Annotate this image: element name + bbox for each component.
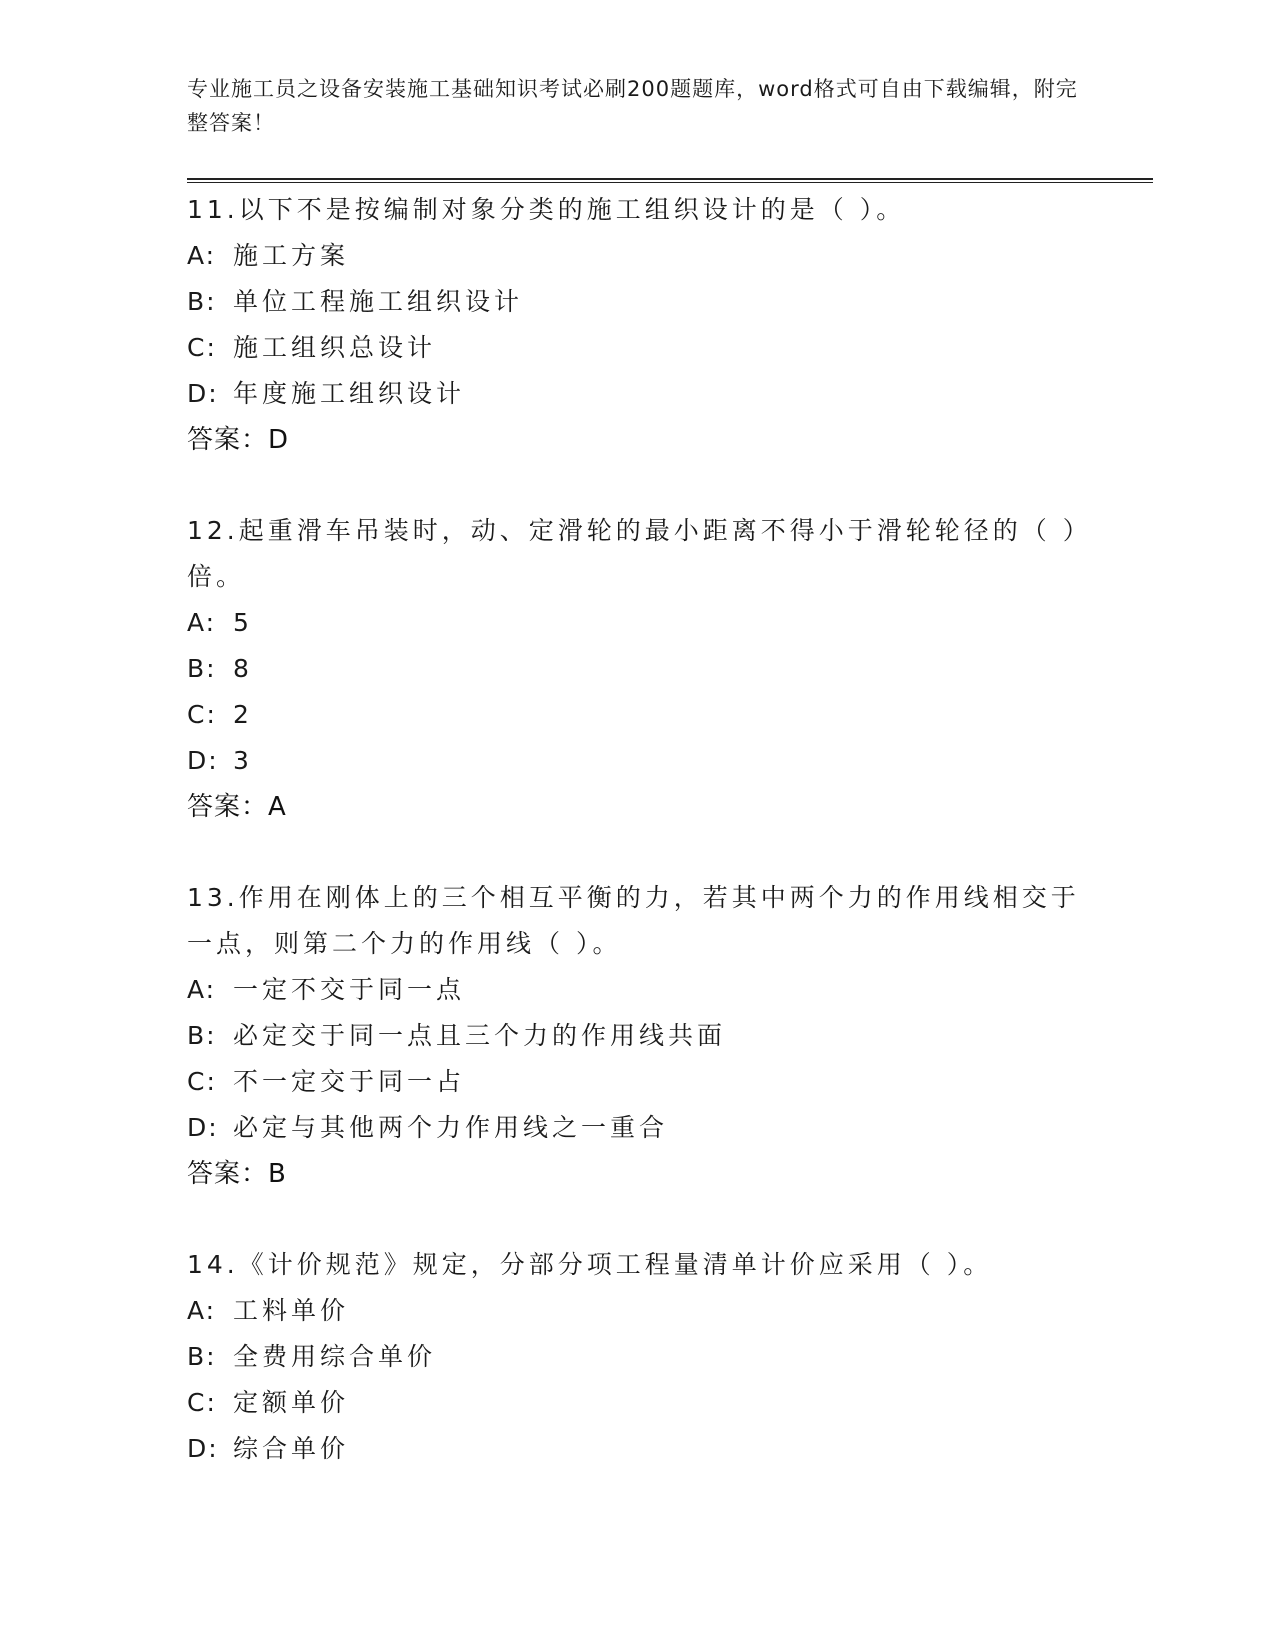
option-c <box>187 1059 1107 1105</box>
option-letter: A: <box>187 608 217 637</box>
option-text: 全费用综合单价 <box>233 1342 437 1371</box>
option-text: 3 <box>233 746 253 775</box>
option-letter: A: <box>187 975 217 1004</box>
option-text: 不一定交于同一占 <box>233 1067 466 1096</box>
option-d <box>187 1105 1107 1151</box>
option-text: 工料单价 <box>233 1296 350 1325</box>
question-12 <box>187 508 1107 830</box>
option-c <box>187 325 1107 371</box>
option-d <box>187 738 1107 784</box>
option-text: 8 <box>233 654 253 683</box>
question-stem: 14.《计价规范》规定，分部分项工程量清单计价应采用（ ）。 <box>187 1250 993 1279</box>
option-text: 施工组织总设计 <box>233 333 437 362</box>
option-a <box>187 1288 1107 1334</box>
option-text: 定额单价 <box>233 1388 350 1417</box>
question-stem: 12.起重滑车吊装时，动、定滑轮的最小距离不得小于滑轮轮径的（ ）倍。 <box>187 516 1092 591</box>
header-divider-thin <box>187 182 1153 183</box>
option-letter: A: <box>187 241 217 270</box>
option-letter: C: <box>187 1388 217 1417</box>
option-text: 2 <box>233 700 253 729</box>
option-text: 必定与其他两个力作用线之一重合 <box>233 1113 669 1142</box>
option-text: 必定交于同一点且三个力的作用线共面 <box>233 1021 727 1050</box>
header-divider-thick <box>187 178 1153 180</box>
question-list <box>187 187 1107 1517</box>
option-letter: C: <box>187 700 217 729</box>
answer-line: 答案：A <box>187 792 287 822</box>
option-c <box>187 692 1107 738</box>
option-text: 5 <box>233 608 253 637</box>
answer-line: 答案：D <box>187 425 290 455</box>
option-letter: B: <box>187 287 217 316</box>
option-letter: D: <box>187 1113 219 1142</box>
option-letter: D: <box>187 1434 219 1463</box>
option-letter: C: <box>187 1067 217 1096</box>
option-d <box>187 371 1107 417</box>
option-letter: C: <box>187 333 217 362</box>
option-letter: B: <box>187 654 217 683</box>
option-letter: B: <box>187 1342 217 1371</box>
option-b <box>187 646 1107 692</box>
document-header: 专业施工员之设备安装施工基础知识考试必刷200题题库，word格式可自由下载编辑，附完整答案！ <box>187 77 1078 135</box>
option-a <box>187 967 1107 1013</box>
option-a <box>187 600 1107 646</box>
option-d <box>187 1426 1107 1472</box>
option-a <box>187 233 1107 279</box>
option-letter: B: <box>187 1021 217 1050</box>
option-b <box>187 279 1107 325</box>
question-stem: 13.作用在刚体上的三个相互平衡的力，若其中两个力的作用线相交于一点，则第二个力的作用线（ ）。 <box>187 883 1080 958</box>
question-stem: 11.以下不是按编制对象分类的施工组织设计的是（ ）。 <box>187 195 906 224</box>
option-b <box>187 1013 1107 1059</box>
option-letter: A: <box>187 1296 217 1325</box>
option-letter: D: <box>187 746 219 775</box>
option-text: 施工方案 <box>233 241 350 270</box>
option-b <box>187 1334 1107 1380</box>
answer-line: 答案：B <box>187 1159 287 1189</box>
option-c <box>187 1380 1107 1426</box>
question-11 <box>187 187 1107 463</box>
question-13 <box>187 875 1107 1197</box>
option-text: 综合单价 <box>233 1434 350 1463</box>
option-text: 单位工程施工组织设计 <box>233 287 524 316</box>
option-letter: D: <box>187 379 219 408</box>
option-text: 年度施工组织设计 <box>233 379 466 408</box>
option-text: 一定不交于同一点 <box>233 975 466 1004</box>
question-14 <box>187 1242 1107 1472</box>
